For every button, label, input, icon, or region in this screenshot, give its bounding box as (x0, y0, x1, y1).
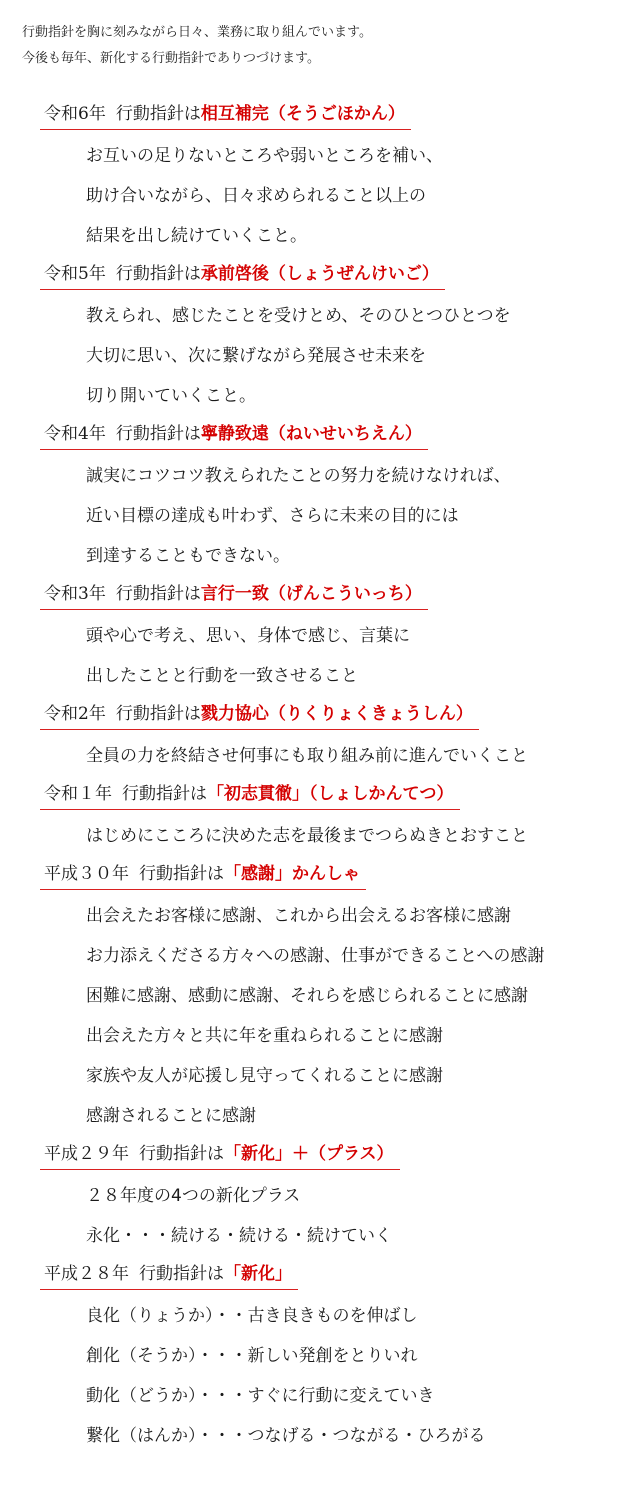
body-line: 出したことと行動を一致させること (86, 666, 358, 686)
body-line: 出会えた方々と共に年を重ねられることに感謝 (86, 1026, 443, 1046)
body-line: 結果を出し続けていくこと。 (86, 226, 307, 246)
section-label: 行動指針は (122, 784, 207, 804)
guideline-list (0, 96, 628, 1456)
body-line: 良化（りょうか）・・古き良きものを伸ばし (86, 1306, 418, 1326)
guideline-section (0, 256, 628, 416)
section-motto: 戮力協心（りくりょくきょうしん） (200, 704, 473, 724)
section-body (86, 136, 628, 256)
section-year: 令和6年 (44, 104, 106, 124)
section-label: 行動指針は (139, 1144, 224, 1164)
section-label: 行動指針は (115, 704, 201, 724)
section-motto: 「感謝」かんしゃ (224, 864, 360, 884)
section-motto: 「新化」＋（プラス） (224, 1144, 394, 1164)
intro-line-2: 今後も毎年、新化する行動指針でありつづけます。 (22, 51, 320, 66)
body-line: 動化（どうか）・・・すぐに行動に変えていき (86, 1386, 435, 1406)
body-line: 繋化（はんか）・・・つなげる・つながる・ひろがる (86, 1426, 486, 1446)
section-year: 令和3年 (44, 584, 106, 604)
body-line: 頭や心で考え、思い、身体で感じ、言葉に (86, 626, 411, 646)
section-body (86, 736, 628, 776)
section-body (86, 296, 628, 416)
body-line: 近い目標の達成も叶わず、さらに未来の目的には (86, 506, 459, 526)
section-body (86, 816, 628, 856)
body-line: 切り開いていくこと。 (86, 386, 256, 406)
guideline-section (0, 696, 628, 776)
section-heading (40, 96, 411, 130)
section-year: 令和5年 (44, 264, 106, 284)
body-line: 家族や友人が応援し見守ってくれることに感謝 (86, 1066, 443, 1086)
guideline-section (0, 1256, 628, 1456)
body-line: はじめにこころに決めた志を最後までつらぬきとおすこと (86, 826, 528, 846)
section-label: 行動指針は (115, 264, 201, 284)
body-line: 創化（そうか）・・・新しい発創をとりいれ (86, 1346, 418, 1366)
section-heading (40, 576, 428, 610)
section-year: 平成２９年 (44, 1144, 129, 1164)
section-year: 令和１年 (44, 784, 112, 804)
section-year: 令和2年 (44, 704, 106, 724)
section-label: 行動指針は (139, 1264, 224, 1284)
section-motto: 寧静致遠（ねいせいちえん） (200, 424, 422, 444)
body-line: 出会えたお客様に感謝、これから出会えるお客様に感謝 (86, 906, 511, 926)
body-line: 永化・・・続ける・続ける・続けていく (86, 1226, 392, 1246)
body-line: 助け合いながら、日々求められること以上の (86, 186, 426, 206)
intro-line-1: 行動指針を胸に刻みながら日々、業務に取り組んでいます。 (22, 25, 372, 40)
section-heading (40, 776, 460, 810)
body-line: 全員の力を終結させ何事にも取り組み前に進んでいくこと (86, 746, 528, 766)
section-body (86, 1176, 628, 1256)
section-body (86, 896, 628, 1136)
section-body (86, 616, 628, 696)
section-heading (40, 256, 445, 290)
guideline-section (0, 416, 628, 576)
section-body (86, 456, 628, 576)
section-heading (40, 856, 366, 890)
body-line: 到達することもできない。 (86, 546, 290, 566)
body-line: 誠実にコツコツ教えられたことの努力を続けなければ、 (86, 466, 511, 486)
body-line: ２８年度の4つの新化プラス (86, 1186, 301, 1206)
section-label: 行動指針は (115, 424, 201, 444)
guideline-section (0, 856, 628, 1136)
section-motto: 言行一致（げんこういっち） (200, 584, 422, 604)
guideline-section (0, 1136, 628, 1256)
body-line: お互いの足りないところや弱いところを補い、 (86, 146, 443, 166)
section-motto: 承前啓後（しょうぜんけいご） (200, 264, 439, 284)
section-heading (40, 1136, 400, 1170)
body-line: お力添えくださる方々への感謝、仕事ができることへの感謝 (86, 946, 545, 966)
section-label: 行動指針は (115, 104, 201, 124)
section-motto: 相互補完（そうごほかん） (200, 104, 405, 124)
guideline-section (0, 576, 628, 696)
section-label: 行動指針は (115, 584, 201, 604)
body-line: 大切に思い、次に繋げながら発展させ未来を (86, 346, 426, 366)
guideline-section (0, 776, 628, 856)
section-heading (40, 416, 428, 450)
section-year: 平成３０年 (44, 864, 129, 884)
section-year: 令和4年 (44, 424, 106, 444)
intro-text (22, 20, 372, 72)
body-line: 教えられ、感じたことを受けとめ、そのひとつひとつを (86, 306, 511, 326)
guideline-section (0, 96, 628, 256)
section-body (86, 1296, 628, 1456)
section-year: 平成２８年 (44, 1264, 129, 1284)
section-label: 行動指針は (139, 864, 224, 884)
section-motto: 「初志貫徹」（しょしかんてつ） (207, 784, 454, 804)
body-line: 感謝されることに感謝 (86, 1106, 256, 1126)
section-motto: 「新化」 (224, 1264, 292, 1284)
section-heading (40, 1256, 298, 1290)
section-heading (40, 696, 479, 730)
body-line: 困難に感謝、感動に感謝、それらを感じられることに感謝 (86, 986, 528, 1006)
